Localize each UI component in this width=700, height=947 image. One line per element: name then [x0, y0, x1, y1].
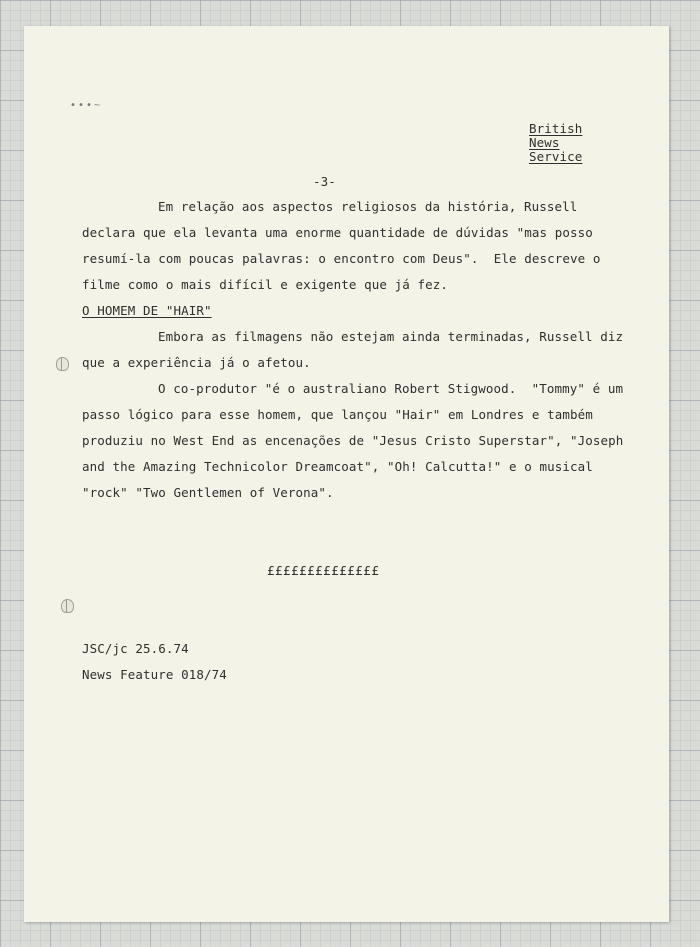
document-page [24, 26, 669, 922]
paragraph-1-line-3: resumí-la com poucas palavras: o encontro com Deus". Ele descreve o [82, 251, 601, 266]
paragraph-1-line-4: filme como o mais difícil e exigente que já fez. [82, 277, 449, 292]
paragraph-3-line-4: and the Amazing Technicolor Dreamcoat", "Oh! Calcutta!" e o musical [82, 459, 593, 474]
org-name-line-2: News [529, 135, 560, 150]
paragraph-1-line-1: Em relação aos aspectos religiosos da história, Russell [158, 199, 578, 214]
paragraph-3-line-2: passo lógico para esse homem, que lançou "Hair" em Londres e também [82, 407, 593, 422]
punch-hole-icon [56, 357, 69, 371]
pound-divider: ££££££££££££££ [267, 563, 380, 578]
paragraph-2-line-2: que a experiência já o afetou. [82, 355, 311, 370]
ink-smudge-icon: •••~ [70, 100, 103, 111]
paragraph-3-line-3: produziu no West End as encenações de "Jesus Cristo Superstar", "Joseph [82, 433, 624, 448]
punch-hole-icon [61, 599, 74, 613]
page-number: -3- [313, 174, 336, 189]
reference-line: JSC/jc 25.6.74 [82, 641, 189, 656]
paragraph-3-line-5: "rock" "Two Gentlemen of Verona". [82, 485, 334, 500]
paragraph-3-line-1: O co-produtor "é o australiano Robert Stigwood. "Tommy" é um [158, 381, 624, 396]
org-name-line-3: Service [529, 149, 583, 164]
paragraph-1-line-2: declara que ela levanta uma enorme quantidade de dúvidas "mas posso [82, 225, 593, 240]
feature-number: News Feature 018/74 [82, 667, 227, 682]
section-heading: O HOMEM DE "HAIR" [82, 303, 212, 318]
paragraph-2-line-1: Embora as filmagens não estejam ainda terminadas, Russell diz [158, 329, 624, 344]
org-name-line-1: British [529, 121, 583, 136]
